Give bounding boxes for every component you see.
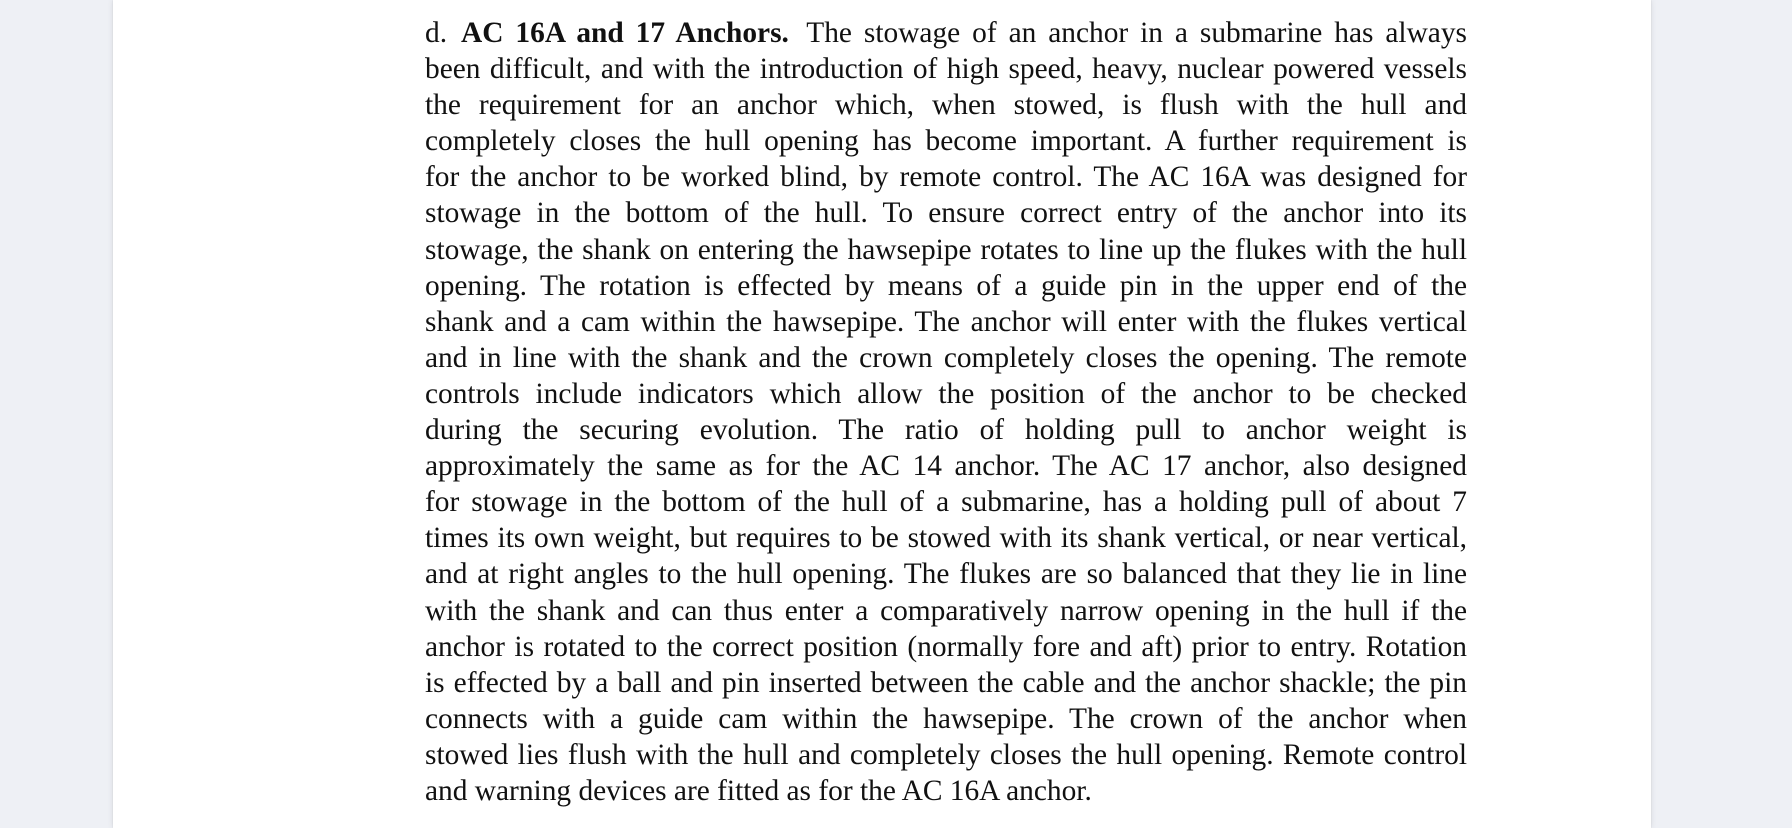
paragraph-line: completely closes the hull opening has become important. A further requirement is bbox=[425, 125, 1467, 158]
paragraph-line: stowage in the bottom of the hull. To ensure correct entry of the anchor into its bbox=[425, 197, 1467, 230]
section-heading: AC 16A and 17 Anchors. bbox=[461, 17, 789, 49]
paragraph-line: the requirement for an anchor which, when stowed, is flush with the hull and bbox=[425, 89, 1467, 122]
paragraph-line: approximately the same as for the AC 14 anchor. The AC 17 anchor, also designed bbox=[425, 450, 1467, 483]
paragraph-line: with the shank and can thus enter a comparatively narrow opening in the hull if the bbox=[425, 594, 1467, 627]
item-letter: d. bbox=[425, 17, 448, 49]
paragraph-line: opening. The rotation is effected by means of a guide pin in the upper end of the bbox=[425, 269, 1467, 302]
paragraph-line: during the securing evolution. The ratio of holding pull to anchor weight is bbox=[425, 414, 1467, 447]
paragraph-d bbox=[425, 15, 1467, 809]
paragraph-line: shank and a cam within the hawsepipe. The anchor will enter with the flukes vertical bbox=[425, 305, 1467, 338]
paragraph-line-last: and warning devices are fitted as for the AC 16A anchor. bbox=[425, 774, 1092, 807]
paragraph-line-text: The stowage of an anchor in a submarine has always bbox=[806, 17, 1467, 49]
paragraph-line: stowed lies flush with the hull and completely closes the hull opening. Remote control bbox=[425, 738, 1467, 771]
document-page bbox=[113, 0, 1651, 828]
paragraph-line: been difficult, and with the introduction of high speed, heavy, nuclear powered vessels bbox=[425, 53, 1467, 86]
paragraph-line: and in line with the shank and the crown completely closes the opening. The remote bbox=[425, 341, 1467, 374]
paragraph-line-1 bbox=[425, 15, 1467, 51]
paragraph-line: for stowage in the bottom of the hull of a submarine, has a holding pull of about 7 bbox=[425, 486, 1467, 519]
paragraph-line: controls include indicators which allow the position of the anchor to be checked bbox=[425, 377, 1467, 410]
paragraph-line: connects with a guide cam within the hawsepipe. The crown of the anchor when bbox=[425, 702, 1467, 735]
paragraph-line: stowage, the shank on entering the hawsepipe rotates to line up the flukes with the hull bbox=[425, 233, 1467, 266]
paragraph-line: is effected by a ball and pin inserted between the cable and the anchor shackle; the pin bbox=[425, 666, 1467, 699]
paragraph-line: times its own weight, but requires to be stowed with its shank vertical, or near vertical, bbox=[425, 522, 1467, 555]
paragraph-line: for the anchor to be worked blind, by remote control. The AC 16A was designed for bbox=[425, 161, 1467, 194]
paragraph-line: anchor is rotated to the correct position (normally fore and aft) prior to entry. Rotation bbox=[425, 630, 1467, 663]
paragraph-line: and at right angles to the hull opening. The flukes are so balanced that they lie in line bbox=[425, 558, 1467, 591]
